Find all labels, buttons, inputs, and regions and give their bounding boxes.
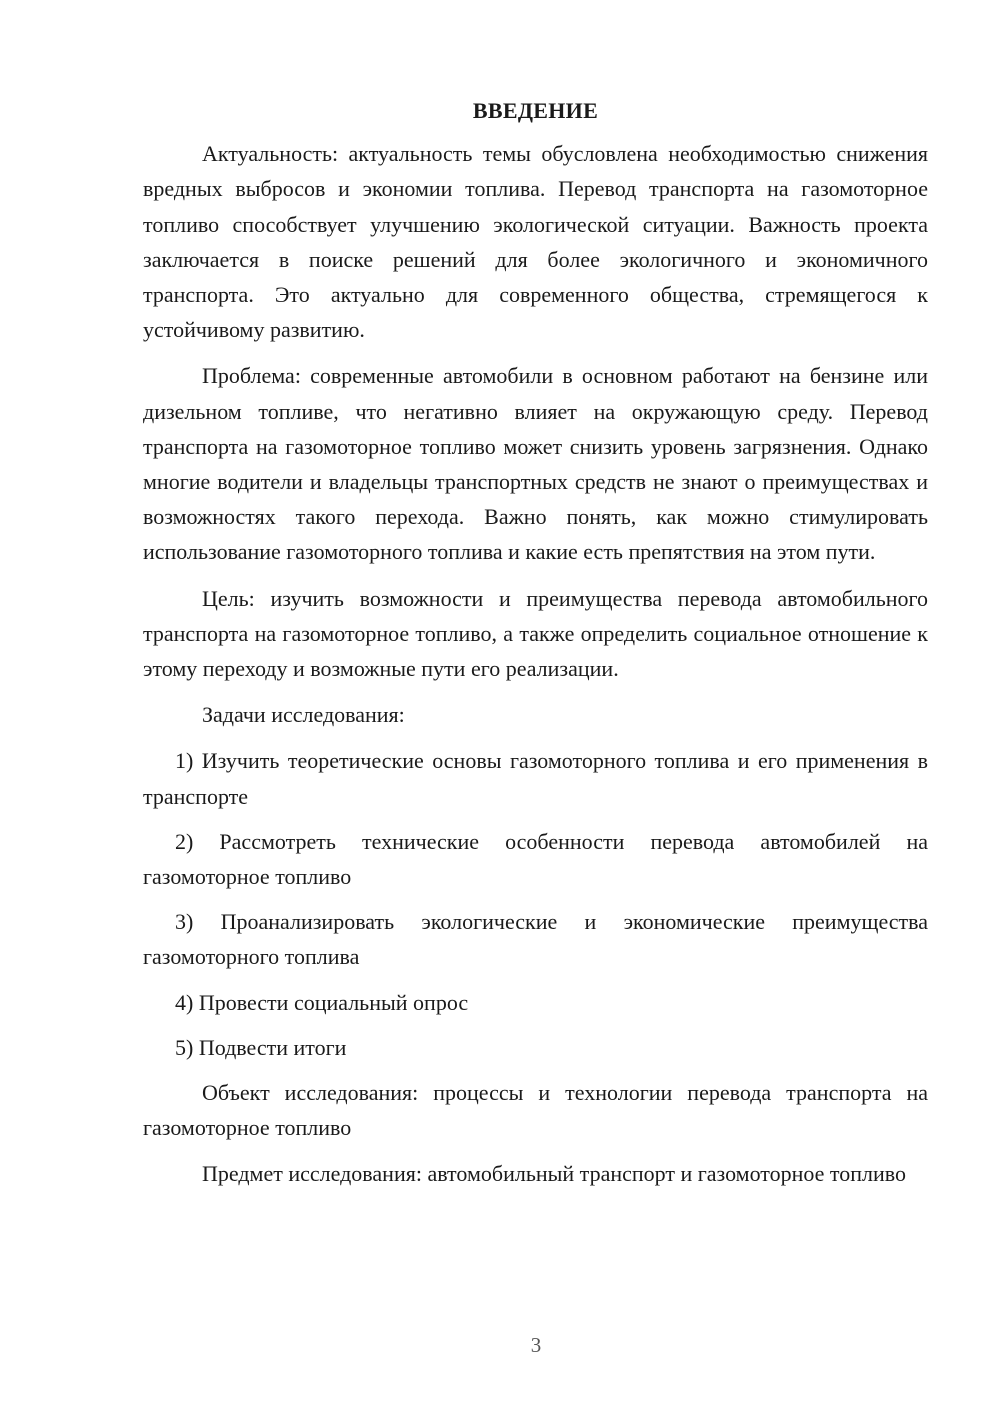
page-number: 3 [530, 1333, 542, 1357]
object-paragraph: Объект исследования: процессы и технологии перевода транспорта на газомоторное топливо [143, 1080, 928, 1141]
tasks-list [143, 743, 928, 1065]
task-item: 2) Рассмотреть технические особенности перевода автомобилей на газомоторное топливо [143, 828, 928, 890]
task-item: 5) Подвести итоги [175, 1034, 347, 1060]
relevance-paragraph: Актуальность: актуальность темы обусловлена необходимостью снижения вредных выбросов и экономии топлива. Перевод транспорта на газомоторное топливо способствует улучшению экологической ситуации. Важность проекта заключается в поиске решений для более экологичного и экономичного транспорта. Это актуально для современного общества, стремящегося к устойчивому развитию. [143, 141, 928, 343]
page-content [143, 93, 928, 1203]
subject-paragraph: Предмет исследования: автомобильный транспорт и газомоторное топливо [202, 1161, 907, 1187]
task-item: 3) Проанализировать экологические и экономические преимущества газомоторного топлива [143, 909, 928, 970]
goal-paragraph: Цель: изучить возможности и преимущества перевода автомобильного транспорта на газомоторное топливо, а также определить социальное отношение к этому переходу и возможные пути его реализации. [143, 585, 928, 682]
section-heading: ВВЕДЕНИЕ [472, 98, 599, 123]
problem-paragraph: Проблема: современные автомобили в основном работают на бензине или дизельном топливе, что негативно влияет на окружающую среду. Перевод транспорта на газомоторное топливо может снизить уровень загрязнения. Однако многие водители и владельцы транспортных средств не знают о преимуществах и возможностях такого перехода. Важно понять, как можно стимулировать использование газомоторного топлива и какие есть препятствия на этом пути. [143, 363, 928, 565]
task-item: 4) Провести социальный опрос [175, 989, 469, 1015]
task-item: 1) Изучить теоретические основы газомоторного топлива и его применения в транспорте [143, 748, 928, 809]
tasks-title: Задачи исследования: [202, 702, 405, 728]
